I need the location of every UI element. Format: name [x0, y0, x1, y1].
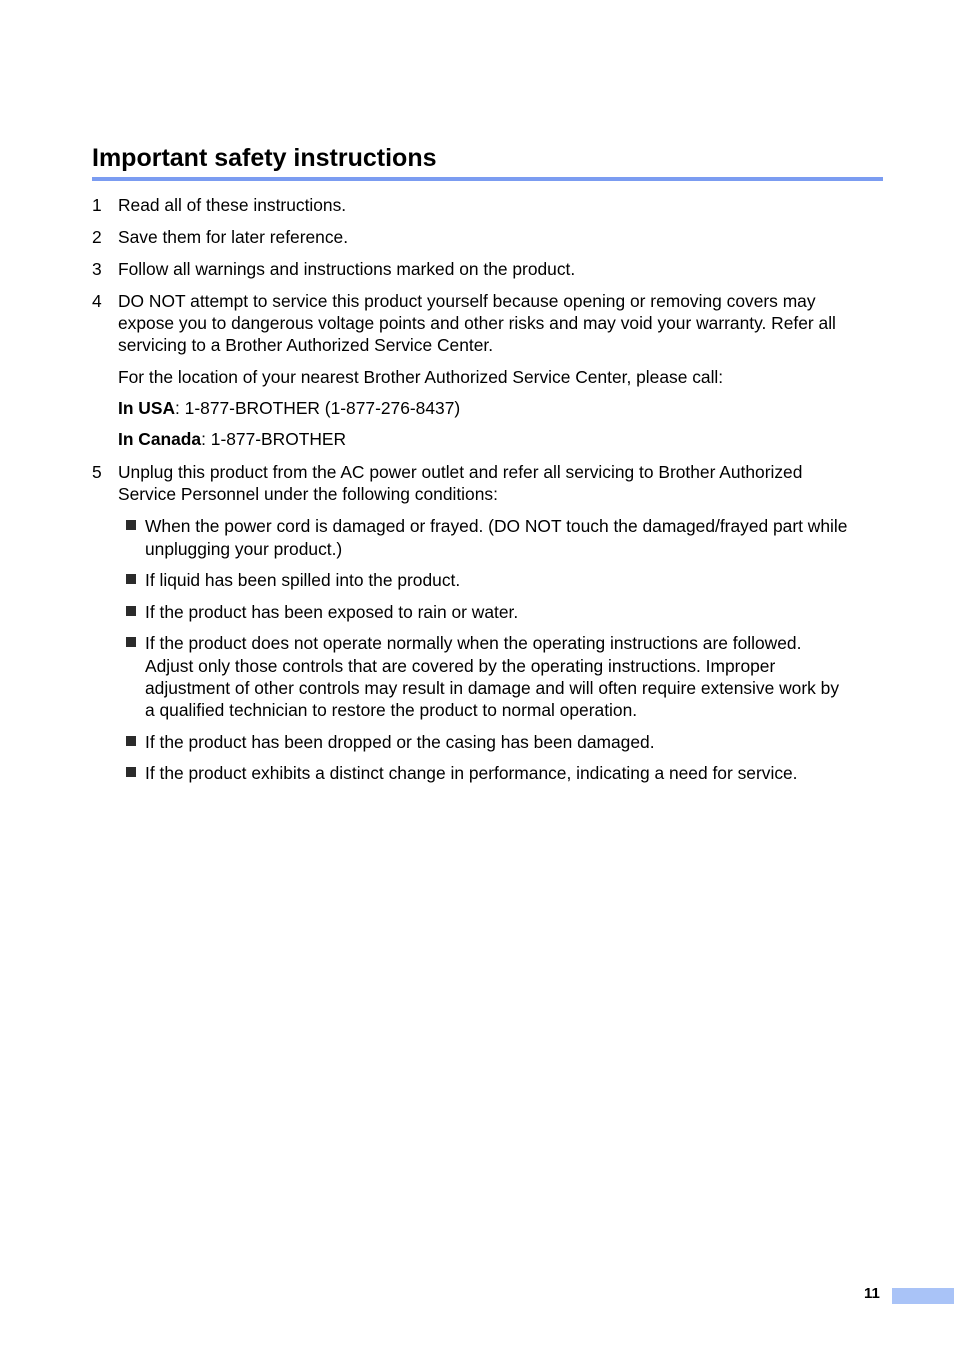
canada-phone [118, 428, 888, 450]
usa-phone [118, 397, 888, 419]
condition-text: unplugging your product.) [145, 539, 343, 559]
step-text: Save them for later reference. [118, 227, 349, 247]
square-bullet-icon [126, 574, 136, 584]
condition-text: When the power cord is damaged or frayed. (DO NOT touch the damaged/frayed part while [145, 516, 848, 536]
step-text: Service Personnel under the following conditions: [118, 484, 498, 504]
step-text: Read all of these instructions. [118, 195, 347, 215]
condition-text: If the product does not operate normally when the operating instructions are followed. [145, 633, 802, 653]
square-bullet-icon [126, 520, 136, 530]
square-bullet-icon [126, 767, 136, 777]
step-number: 1 [92, 195, 102, 215]
step-text: Unplug this product from the AC power outlet and refer all servicing to Brother Authorized [118, 462, 803, 482]
condition-text: adjustment of other controls may result in damage and will often require extensive work by [145, 678, 840, 698]
step-text: expose you to dangerous voltage points and other risks and may void your warranty. Refer all [118, 313, 836, 333]
square-bullet-icon [126, 637, 136, 647]
condition-text: If liquid has been spilled into the product. [145, 570, 461, 590]
step-number: 5 [92, 462, 102, 482]
square-bullet-icon [126, 736, 136, 746]
step-text: Follow all warnings and instructions marked on the product. [118, 259, 576, 279]
page-title: Important safety instructions [92, 144, 437, 172]
canada-label: In Canada [118, 429, 202, 449]
step-number: 4 [92, 291, 102, 311]
condition-text: Adjust only those controls that are covered by the operating instructions. Improper [145, 656, 776, 676]
title-rule [92, 177, 883, 181]
condition-text: If the product has been dropped or the casing has been damaged. [145, 732, 655, 752]
page-tab [892, 1288, 954, 1304]
condition-text: a qualified technician to restore the product to normal operation. [145, 700, 638, 720]
usa-label: In USA [118, 398, 176, 418]
step-number: 3 [92, 259, 102, 279]
page-number: 11 [864, 1285, 880, 1302]
usa-number: : 1-877-BROTHER (1-877-276-8437) [175, 398, 461, 418]
service-center-intro: For the location of your nearest Brother Authorized Service Center, please call: [118, 367, 724, 387]
square-bullet-icon [126, 606, 136, 616]
step-text: servicing to a Brother Authorized Service Center. [118, 335, 494, 355]
step-text: DO NOT attempt to service this product yourself because opening or removing covers may [118, 291, 816, 311]
condition-text: If the product has been exposed to rain or water. [145, 602, 519, 622]
condition-text: If the product exhibits a distinct change in performance, indicating a need for service. [145, 763, 798, 783]
canada-number: : 1-877-BROTHER [201, 429, 347, 449]
step-number: 2 [92, 227, 102, 247]
